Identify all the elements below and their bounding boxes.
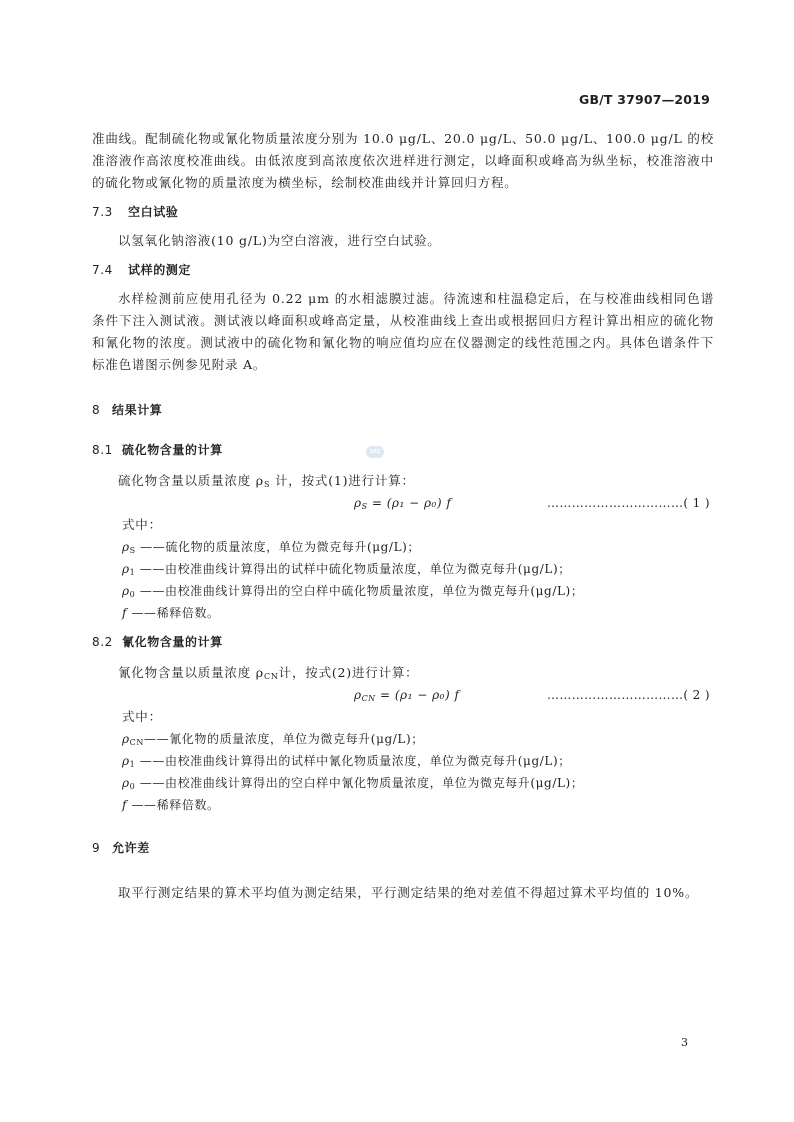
formula-lhs: ρ [354, 688, 362, 702]
section-title: 硫化物含量的计算 [122, 443, 223, 457]
lead-text: 硫化物含量以质量浓度 ρ [118, 473, 264, 488]
definition-symbol: f [122, 798, 128, 812]
formula-2 [92, 684, 714, 706]
section-7-3-heading [92, 202, 714, 222]
section-number: 8 [92, 403, 101, 417]
section-8-heading [92, 400, 714, 420]
definition-item [92, 794, 714, 816]
definition-item [92, 602, 714, 624]
definition-text: ——稀释倍数。 [127, 606, 220, 620]
formula-expression [354, 492, 451, 514]
sac-watermark-logo: SAC [366, 446, 384, 458]
section-number: 7.4 [92, 263, 113, 277]
definition-text: ——氰化物的质量浓度，单位为微克每升(μg/L)； [143, 732, 424, 746]
section-9-heading [92, 838, 714, 858]
lead-text-tail: 计，按式(2)进行计算： [278, 665, 419, 680]
formula-dots: …………………………… [546, 688, 684, 702]
lead-text: 氰化物含量以质量浓度 ρ [118, 665, 264, 680]
lead-subscript: CN [263, 672, 279, 681]
definition-list [92, 536, 714, 624]
definition-item [92, 772, 714, 794]
section-8-2-lead [92, 662, 714, 684]
document-body [92, 124, 714, 904]
section-title: 试样的测定 [128, 263, 192, 277]
formula-expression [354, 684, 459, 706]
definition-symbol: ρ [122, 754, 130, 768]
formula-rhs: = (ρ₁ − ρ₀) f [375, 688, 460, 702]
definition-text: ——硫化物的质量浓度，单位为微克每升(μg/L)； [135, 540, 421, 554]
section-7-3-paragraph: 以氢氧化钠溶液(10 g/L)为空白溶液，进行空白试验。 [118, 233, 441, 248]
definition-item [92, 536, 714, 558]
lead-subscript: S [263, 480, 271, 489]
section-7-4-heading [92, 260, 714, 280]
definition-item [92, 558, 714, 580]
section-title: 空白试验 [128, 205, 179, 219]
section-8-2-heading [92, 632, 714, 652]
definition-symbol: ρ [122, 562, 130, 576]
section-title: 允许差 [112, 841, 150, 855]
formula-number: ( 1 ) [683, 496, 710, 510]
formula-leader [547, 684, 710, 706]
standard-number: GB/T 37907—2019 [578, 92, 710, 107]
page-number: 3 [681, 1036, 688, 1049]
section-number: 9 [92, 841, 101, 855]
section-8-1-lead [92, 470, 714, 492]
lead-text-tail: 计，按式(1)进行计算： [270, 473, 415, 488]
section-number: 7.3 [92, 205, 113, 219]
formula-rhs: = (ρ₁ − ρ₀) f [367, 496, 452, 510]
section-8-1-heading [92, 440, 714, 460]
definition-symbol: ρ [122, 584, 130, 598]
definition-subscript: 1 [129, 568, 136, 577]
formula-dots: …………………………… [546, 496, 684, 510]
definition-symbol: ρ [122, 732, 130, 746]
definition-text: ——由校准曲线计算得出的试样中氰化物质量浓度，单位为微克每升(μg/L)； [135, 754, 571, 768]
formula-leader [547, 492, 710, 514]
definition-list [92, 728, 714, 816]
definition-item [92, 580, 714, 602]
section-number: 8.1 [92, 443, 113, 457]
formula-lhs-subscript: CN [361, 694, 376, 703]
definition-symbol: ρ [122, 776, 130, 790]
formula-lhs-subscript: S [361, 502, 368, 511]
intro-paragraph: 准曲线。配制硫化物或氰化物质量浓度分别为 10.0 μg/L、20.0 μg/L、50.0 μg/L、100.0 μg/L 的校准溶液作高浓度校准曲线。由低浓度到高浓度依次进样进行测定，以峰面积或峰高为纵坐标，校准溶液中的硫化物或氰化物的质量浓度为横坐标，绘制校准曲线并计算回归方程。 [92, 131, 714, 190]
definition-subscript: 1 [129, 760, 136, 769]
definition-item [92, 750, 714, 772]
definition-text: ——由校准曲线计算得出的空白样中硫化物质量浓度，单位为微克每升(μg/L)； [135, 584, 584, 598]
formula-lhs: ρ [354, 496, 362, 510]
where-label: 式中： [122, 517, 162, 532]
section-7-4-paragraph: 水样检测前应使用孔径为 0.22 μm 的水相滤膜过滤。待流速和柱温稳定后，在与校准曲线相同色谱条件下注入测试液。测试液以峰面积或峰高定量，从校准曲线上查出或根据回归方程计算出相应的硫化物和氰化物的浓度。测试液中的硫化物和氰化物的响应值均应在仪器测定的线性范围之内。具体色谱条件下标准色谱图示例参见附录 A。 [92, 291, 714, 372]
definition-symbol: ρ [122, 540, 130, 554]
definition-symbol: f [122, 606, 128, 620]
section-number: 8.2 [92, 635, 113, 649]
definition-text: ——由校准曲线计算得出的试样中硫化物质量浓度，单位为微克每升(μg/L)； [135, 562, 571, 576]
where-label: 式中： [122, 709, 162, 724]
definition-subscript: 0 [129, 590, 136, 599]
section-title: 氰化物含量的计算 [122, 635, 223, 649]
section-title: 结果计算 [112, 403, 163, 417]
section-9-paragraph: 取平行测定结果的算术平均值为测定结果，平行测定结果的绝对差值不得超过算术平均值的 10%。 [118, 885, 699, 900]
definition-subscript: 0 [129, 782, 136, 791]
definition-text: ——由校准曲线计算得出的空白样中氰化物质量浓度，单位为微克每升(μg/L)； [135, 776, 584, 790]
formula-1 [92, 492, 714, 514]
definition-text: ——稀释倍数。 [127, 798, 220, 812]
definition-subscript: S [129, 546, 136, 555]
definition-subscript: CN [129, 738, 144, 747]
definition-item [92, 728, 714, 750]
formula-number: ( 2 ) [683, 688, 710, 702]
